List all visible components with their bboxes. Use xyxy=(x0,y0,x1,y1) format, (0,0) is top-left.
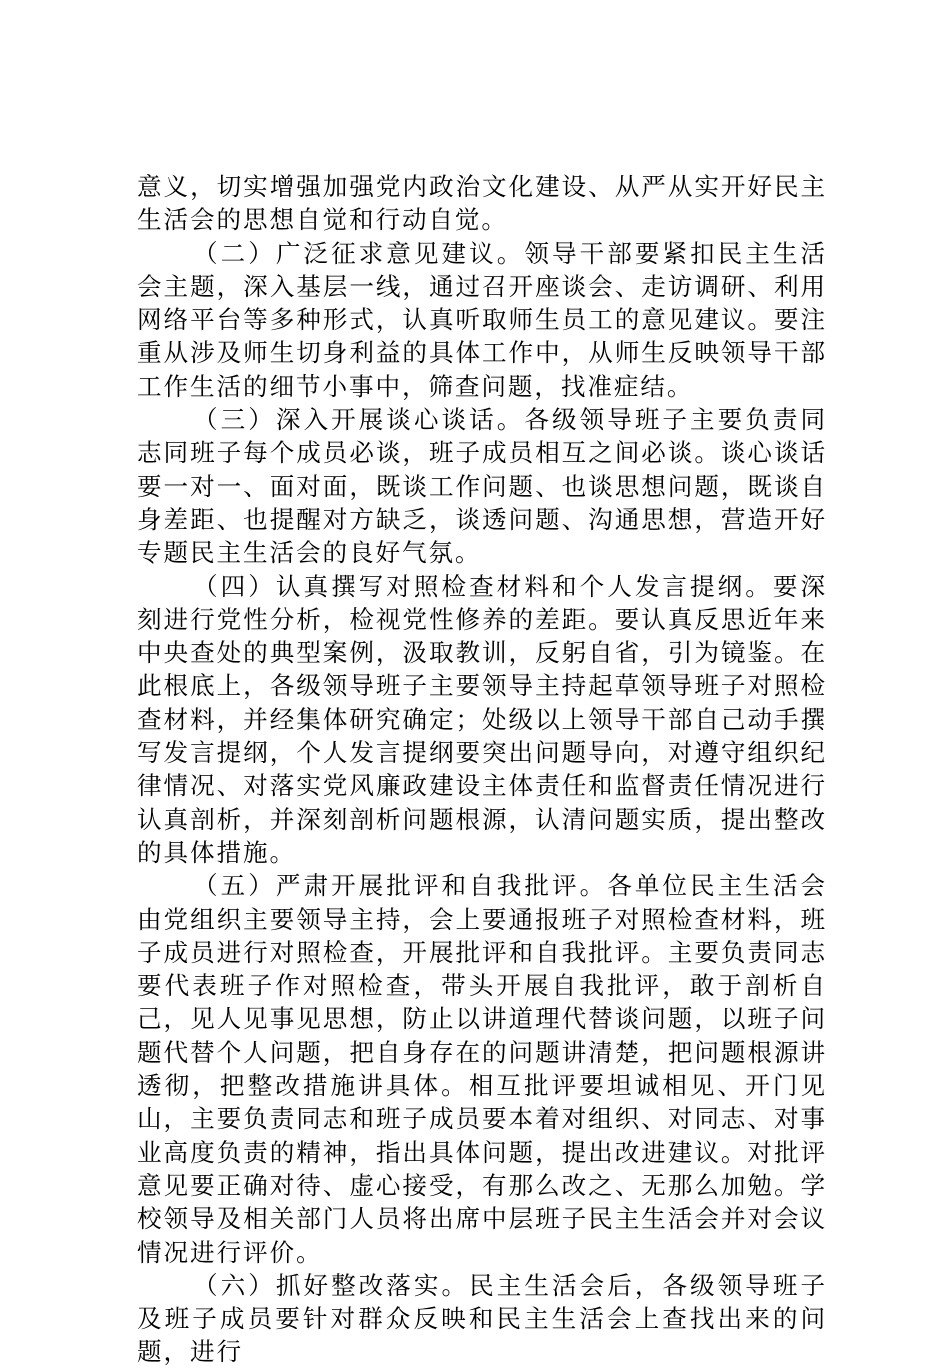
body-text xyxy=(137,170,827,1369)
paragraph-6-rectification: （六）抓好整改落实。民主生活会后，各级领导班子及班子成员要针对群众反映和民主生活会上查找出来的问题，进行 xyxy=(137,1270,827,1367)
paragraph-2-solicit-opinions: （二）广泛征求意见建议。领导干部要紧扣民主生活会主题，深入基层一线，通过召开座谈会、走访调研、利用网络平台等多种形式，认真听取师生员工的意见建议。要注重从涉及师生切身利益的具体工作中，从师生反映领导干部工作生活的细节小事中，筛查问题，找准症结。 xyxy=(137,238,827,401)
paragraph-4-self-examination-materials: （四）认真撰写对照检查材料和个人发言提纲。要深刻进行党性分析，检视党性修养的差距。要认真反思近年来中央查处的典型案例，汲取教训，反躬自省，引为镜鉴。在此根底上，各级领导班子主要领导主持起草领导班子对照检查材料，并经集体研究确定；处级以上领导干部自己动手撰写发言提纲，个人发言提纲要突出问题导向，对遵守组织纪律情况、对落实党风廉政建设主体责任和监督责任情况进行认真剖析，并深刻剖析问题根源，认清问题实质，提出整改的具体措施。 xyxy=(137,571,827,867)
paragraph-5-criticism-self-criticism: （五）严肃开展批评和自我批评。各单位民主生活会由党组织主要领导主持，会上要通报班子对照检查材料，班子成员进行对照检查，开展批评和自我批评。主要负责同志要代表班子作对照检查，带头开展自我批评，敢于剖析自己，见人见事见思想，防止以讲道理代替谈问题，以班子问题代替个人问题，把自身存在的问题讲清楚，把问题根源讲透彻，把整改措施讲具体。相互批评要坦诚相见、开门见山，主要负责同志和班子成员要本着对组织、对同志、对事业高度负责的精神，指出具体问题，提出改进建议。对批评意见要正确对待、虚心接受，有那么改之、无那么加勉。学校领导及相关部门人员将出席中层班子民主生活会并对会议情况进行评价。 xyxy=(137,871,827,1267)
paragraph-3-heart-to-heart-talks: （三）深入开展谈心谈话。各级领导班子主要负责同志同班子每个成员必谈，班子成员相互之间必谈。谈心谈话要一对一、面对面，既谈工作问题、也谈思想问题，既谈自身差距、也提醒对方缺乏，谈透问题、沟通思想，营造开好专题民主生活会的良好气氛。 xyxy=(137,405,827,568)
paragraph-continuation: 意义，切实增强加强党内政治文化建设、从严从实开好民主生活会的思想自觉和行动自觉。 xyxy=(137,172,827,235)
